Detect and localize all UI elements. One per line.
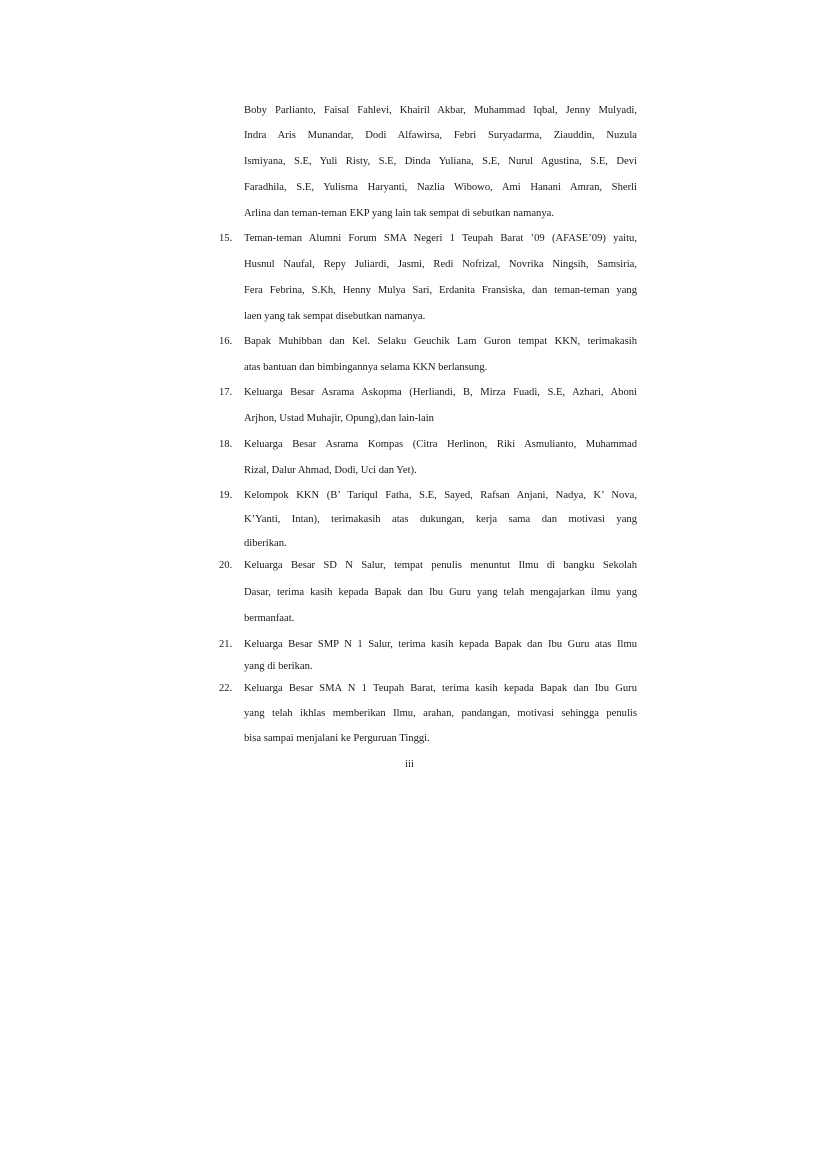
list-item-line: Keluarga Besar Asrama Kompas (Citra Herlinon, Riki Asmulianto, Muhammad (244, 439, 637, 450)
list-item-number: 21. (219, 639, 233, 650)
page-number: iii (405, 759, 414, 770)
list-item-line: Boby Parlianto, Faisal Fahlevi, Khairil Akbar, Muhammad Iqbal, Jenny Mulyadi, (244, 105, 637, 116)
list-item-line: Keluarga Besar SMA N 1 Teupah Barat, terima kasih kepada Bapak dan Ibu Guru (244, 683, 637, 694)
list-item-line: Faradhila, S.E, Yulisma Haryanti, Nazlia Wibowo, Ami Hanani Amran, Sherli (244, 182, 637, 193)
list-item-line: yang telah ikhlas memberikan Ilmu, arahan, pandangan, motivasi sehingga penulis (244, 708, 637, 719)
list-item-number: 19. (219, 490, 233, 501)
list-item-line: Dasar, terima kasih kepada Bapak dan Ibu Guru yang telah mengajarkan ilmu yang (244, 587, 637, 598)
list-item-line: Arjhon, Ustad Muhajir, Opung),dan lain-lain (244, 413, 434, 424)
list-item-line: Arlina dan teman-teman EKP yang lain tak sempat di sebutkan namanya. (244, 208, 554, 219)
list-item-line: Fera Febrina, S.Kh, Henny Mulya Sari, Erdanita Fransiska, dan teman-teman yang (244, 285, 637, 296)
list-item-number: 18. (219, 439, 233, 450)
list-item-number: 22. (219, 683, 233, 694)
list-item-line: K’Yanti, Intan), terimakasih atas dukungan, kerja sama dan motivasi yang (244, 514, 637, 525)
list-item-line: bisa sampai menjalani ke Perguruan Tinggi. (244, 733, 430, 744)
list-item-number: 15. (219, 233, 233, 244)
list-item-number: 16. (219, 336, 233, 347)
list-item-line: yang di berikan. (244, 661, 313, 672)
list-item-line: Rizal, Dalur Ahmad, Dodi, Uci dan Yet). (244, 465, 417, 476)
list-item-line: Keluarga Besar Asrama Askopma (Herliandi, B, Mirza Fuadi, S.E, Azhari, Aboni (244, 387, 637, 398)
list-item-line: Indra Aris Munandar, Dodi Alfawirsa, Febri Suryadarma, Ziauddin, Nuzula (244, 130, 637, 141)
list-item-line: Ismiyana, S.E, Yuli Risty, S.E, Dinda Yuliana, S.E, Nurul Agustina, S.E, Devi (244, 156, 637, 167)
list-item-line: bermanfaat. (244, 613, 295, 624)
list-item-line: Husnul Naufal, Repy Juliardi, Jasmi, Redi Nofrizal, Novrika Ningsih, Samsiria, (244, 259, 637, 270)
list-item-number: 17. (219, 387, 233, 398)
list-item-number: 20. (219, 560, 233, 571)
list-item-line: Keluarga Besar SMP N 1 Salur, terima kasih kepada Bapak dan Ibu Guru atas Ilmu (244, 639, 637, 650)
list-item-line: Bapak Muhibban dan Kel. Selaku Geuchik Lam Guron tempat KKN, terimakasih (244, 336, 637, 347)
list-item-line: Teman-teman Alumni Forum SMA Negeri 1 Teupah Barat ’09 (AFASE’09) yaitu, (244, 233, 637, 244)
list-item-line: atas bantuan dan bimbingannya selama KKN berlansung. (244, 362, 488, 373)
list-item-line: diberikan. (244, 538, 287, 549)
list-item-line: laen yang tak sempat disebutkan namanya. (244, 311, 426, 322)
list-item-line: Keluarga Besar SD N Salur, tempat penulis menuntut Ilmu di bangku Sekolah (244, 560, 637, 571)
list-item-line: Kelompok KKN (B’ Tariqul Fatha, S.E, Sayed, Rafsan Anjani, Nadya, K’ Nova, (244, 490, 637, 501)
